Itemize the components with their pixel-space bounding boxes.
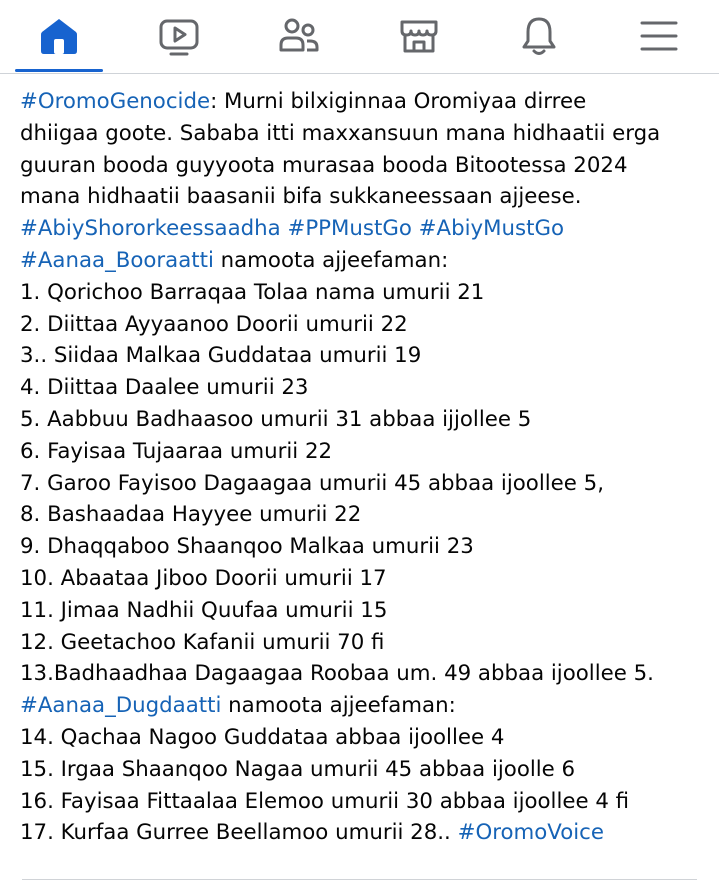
post-line: guuran booda guyyoota murasaa booda Bitootessa 2024	[20, 152, 628, 178]
bell-icon	[517, 14, 561, 58]
post-line	[20, 86, 710, 118]
post-line	[20, 690, 710, 722]
hashtag-link[interactable]: #OromoVoice	[457, 820, 604, 846]
post-line: 15. Irgaa Shaanqoo Nagaa umurii 45 abbaa ijoolle 6	[20, 756, 576, 782]
post-line: 10. Abaataa Jiboo Doorii umurii 17	[20, 565, 387, 591]
video-icon	[157, 14, 201, 58]
post-line: 1. Qorichoo Barraqaa Tolaa nama umurii 21	[20, 279, 485, 305]
post-line: mana hidhaatii baasanii bifa sukkaneessaan ajjeese.	[20, 184, 582, 210]
post-text: namoota ajjeefaman:	[221, 693, 456, 719]
post-divider	[22, 879, 697, 880]
hashtag-link[interactable]: #Aanaa_Booraatti	[20, 247, 214, 273]
post-text: 17. Kurfaa Gurree Beellamoo umurii 28..	[20, 820, 458, 846]
post-line: 11. Jimaa Nadhii Quufaa umurii 15	[20, 597, 388, 623]
post-line: 4. Diittaa Daalee umurii 23	[20, 375, 309, 401]
post-line: 2. Diittaa Ayyaanoo Doorii umurii 22	[20, 311, 408, 337]
nav-divider	[0, 73, 719, 74]
post-line: 6. Fayisaa Tujaaraa umurii 22	[20, 438, 333, 464]
menu-icon	[637, 14, 681, 58]
top-navigation-bar	[0, 0, 719, 74]
tab-home[interactable]	[9, 0, 109, 72]
marketplace-icon	[397, 14, 441, 58]
post-line: 9. Dhaqqaboo Shaanqoo Malkaa umurii 23	[20, 534, 474, 560]
post-line: 16. Fayisaa Fittaalaa Elemoo umurii 30 abbaa ijoollee 4 fi	[20, 788, 630, 814]
hashtag-link[interactable]: #AbiyShororkeessaadha	[20, 216, 281, 242]
post-line	[20, 245, 710, 277]
home-icon	[37, 14, 81, 58]
hashtag-link[interactable]: #PPMustGo	[287, 216, 412, 242]
tab-video[interactable]	[129, 0, 229, 72]
hashtag-link[interactable]: #OromoGenocide	[20, 89, 211, 114]
post-line	[20, 817, 710, 849]
post-line: 3.. Siidaa Malkaa Guddataa umurii 19	[20, 343, 422, 369]
post-line: 14. Qachaa Nagoo Guddataa abbaa ijoollee 4	[20, 724, 505, 750]
post-text: namoota ajjeefaman:	[213, 247, 449, 273]
post-line	[20, 213, 710, 245]
post-line: dhiigaa goote. Sababa itti maxxansuun mana hidhaatii erga	[20, 120, 661, 146]
tab-marketplace[interactable]	[369, 0, 469, 72]
post-body	[20, 86, 710, 849]
post-line: 7. Garoo Fayisoo Dagaagaa umurii 45 abbaa ijoollee 5,	[20, 470, 604, 496]
tab-menu[interactable]	[609, 0, 709, 72]
active-tab-indicator	[15, 69, 103, 72]
friends-icon	[277, 14, 321, 58]
post-line: 5. Aabbuu Badhaasoo umurii 31 abbaa ijjollee 5	[20, 406, 532, 432]
post-line: 13.Badhaadhaa Dagaagaa Roobaa um. 49 abbaa ijoollee 5.	[20, 661, 654, 687]
hashtag-link[interactable]: #AbiyMustGo	[418, 216, 564, 242]
post-line: 12. Geetachoo Kafanii umurii 70 fi	[20, 629, 385, 655]
tab-notifications[interactable]	[489, 0, 589, 72]
tab-friends[interactable]	[249, 0, 349, 72]
hashtag-link[interactable]: #Aanaa_Dugdaatti	[20, 693, 222, 719]
post-line: 8. Bashaadaa Hayyee umurii 22	[20, 502, 362, 528]
post-text: : Murni bilxiginnaa Oromiyaa dirree	[210, 89, 587, 114]
